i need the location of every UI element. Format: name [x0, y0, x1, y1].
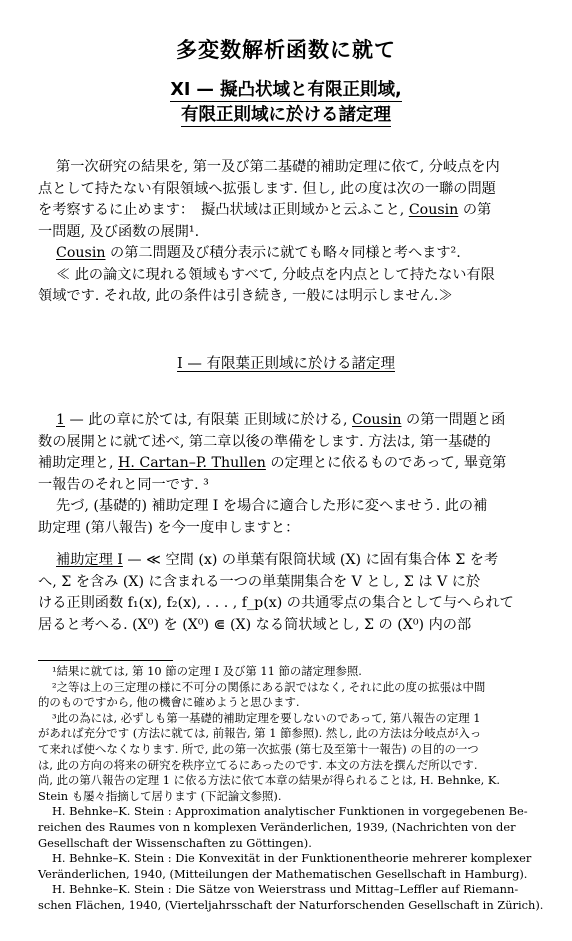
body-line: 先づ, (基礎的) 補助定理 I を場合に適合した形に変へませう. 此の補 [56, 498, 488, 514]
intro-line-text: の第二問題及び積分表示に就ても略々同様と考へます². [110, 245, 461, 261]
paragraph-number: 1 [56, 412, 66, 428]
lemma-text: — ≪ 空間 (x) の単葉有限筒状域 (X) に固有集合体 Σ を考 [127, 552, 499, 568]
body-line: 助定理 (第八報告) を今一度申しますと： [38, 519, 300, 536]
intro-line: 領域です. それ故, 此の条件は引き続き, 一般には明示しません.≫ [38, 288, 453, 304]
body-line: 数の展開とに就て述べ, 第二章以後の準備をします. 方法は, 第一基礎的 [38, 433, 491, 450]
footnote-2: 的のものですから, 他の機會に確めようと思ひます. [38, 695, 300, 710]
lemma-line: ける正則函数 f₁(x), f₂(x), . . . , f_p(x) の共通零点の集合として与へられて [38, 595, 514, 611]
page-title: 多変数解析函数に就て [176, 38, 396, 62]
cousin-name: Cousin [352, 412, 402, 428]
cousin-name: Cousin [408, 202, 459, 218]
section-heading [0, 352, 572, 373]
subtitle-line-2-text: 有限正則域に於ける諸定理 [181, 105, 391, 125]
intro-line: 第一次研究の結果を, 第一及び第二基礎的補助定理に依て, 分岐点を内 [56, 159, 500, 175]
reference-1: H. Behnke–K. Stein : Approximation analytischer Funktionen in vorgegebenen Be- [52, 804, 528, 819]
intro-line-text: を考察するに止めます： 擬凸状域は正則域かと云ふこと, [38, 202, 405, 218]
intro-line [38, 200, 546, 222]
reference-3: H. Behnke–K. Stein : Die Sätze von Weierstrass und Mittag–Leffler auf Riemann- [52, 882, 519, 897]
reference-2: Veränderlichen, 1940, (Mitteilungen der Mathematischen Gesellschaft in Hamburg). [38, 866, 528, 881]
intro-line-text: の第 [462, 202, 492, 218]
lemma-label: 補助定理 I [56, 552, 123, 568]
footnote-3: があれば充分です (方法に就ては, 前報告, 第 1 節参照). 然し, 此の方法は分岐点が入っ [38, 726, 482, 741]
intro-line [38, 243, 546, 265]
lemma-line: 居ると考へる. (X⁰) を (X⁰) ⋐ (X) なる筒状域とし, Σ の (X⁰) 内の部 [38, 616, 472, 633]
body-line: 一報告のそれと同一です. ³ [38, 476, 209, 493]
subtitle-line-1 [0, 76, 572, 101]
footnote-3: ³此の為には, 必ずしも第一基礎的補助定理を要しないのであって, 第八報告の定理 1 [52, 710, 481, 725]
body-line [38, 410, 546, 432]
body-line [38, 453, 546, 475]
footnotes [38, 664, 546, 914]
cousin-name: Cousin [56, 245, 106, 261]
lemma-line [38, 550, 546, 572]
body-line-text: 補助定理と, [38, 455, 114, 471]
footnote-3: Stein も屡々指摘して居ります (下記論文参照). [38, 788, 282, 803]
subtitle-line-1-text: XI — 擬凸状域と有限正則域, [170, 80, 402, 100]
section-body [38, 410, 546, 636]
footnote-3: 尚, 此の第八報告の定理 1 に依る方法に依て本章の結果が得られることは, H. Behnke, K. [38, 773, 501, 788]
subtitle-line-2 [0, 101, 572, 126]
body-line-text: の定理とに依るものであって, 畢竟第 [270, 455, 507, 471]
intro-paragraph [38, 157, 546, 308]
intro-line: ≪ 此の論文に現れる領域もすべて, 分岐点を内点として持たない有限 [56, 266, 495, 283]
footnote-3: て来れば使へなくなります. 所で, 此の第一次拡張 (第七及至第十一報告) の目的の一つ [38, 741, 479, 756]
lemma-line: へ, Σ を含み (X) に含まれる一つの単葉開集合を V とし, Σ は V に於 [38, 573, 481, 590]
reference-3: schen Flächen, 1940, (Vierteljahrsschaft der Naturforschenden Gesellschaft in Zürich). [38, 897, 544, 912]
reference-1: reichen des Raumes von n komplexen Veränderlichen, 1939, (Nachrichten von der [38, 819, 516, 834]
footnote-1: ¹結果に就ては, 第 10 節の定理 I 及び第 11 節の諸定理参照. [52, 664, 362, 678]
body-line-text: の第一問題と函 [406, 412, 506, 428]
footnote-divider [38, 660, 173, 661]
reference-2: H. Behnke–K. Stein : Die Konvexität in der Funktionentheorie mehrerer komplexer [52, 851, 532, 866]
intro-line: 点として持たない有限領域へ拡張します. 但し, 此の度は次の一聯の問題 [38, 180, 496, 197]
section-heading-text: I — 有限葉正則域に於ける諸定理 [177, 356, 395, 372]
footnote-3: は, 此の方向の将来の研究を秩序立てるにあったのです. 本文の方法を撰んだ所以です. [38, 757, 478, 772]
intro-line: 一問題, 及び函数の展開¹. [38, 223, 200, 240]
reference-1: Gesellschaft der Wissenschaften zu Göttingen). [38, 835, 312, 850]
cartan-thullen-names: H. Cartan–P. Thullen [117, 455, 266, 471]
footnote-2: ²之等は上の三定理の様に不可分の関係にある訳ではなく, それに此の度の拡張は中間 [52, 679, 486, 694]
body-line-text: — 此の章に於ては, 有限葉 正則域に於ける, [69, 412, 348, 428]
